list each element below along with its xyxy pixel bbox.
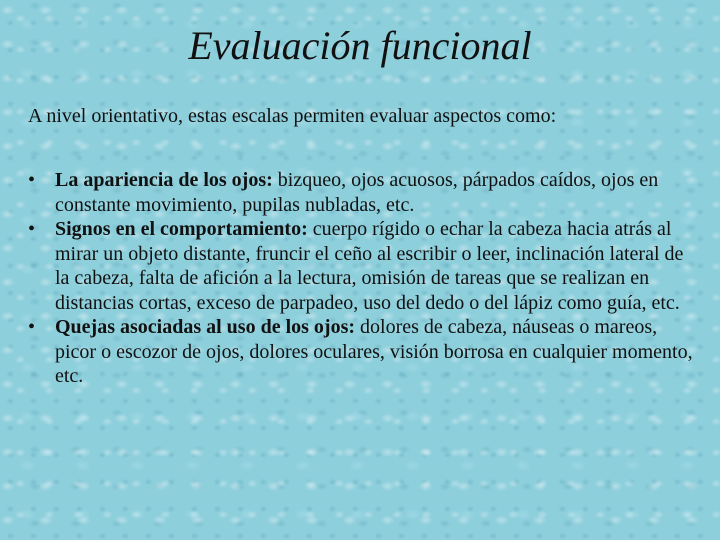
- slide-title: Evaluación funcional: [188, 23, 532, 68]
- bullet-icon: •: [28, 316, 36, 338]
- list-item: [28, 217, 700, 315]
- bullet-text: dolores de cabeza, náuseas o mareos, picor o escozor de ojos, dolores oculares, visión borrosa en cualquier momento, etc.: [55, 316, 693, 387]
- list-item: [28, 315, 700, 389]
- bullet-list: [28, 168, 700, 389]
- bullet-icon: •: [28, 169, 36, 191]
- bullet-term: Quejas asociadas al uso de los ojos:: [55, 316, 356, 338]
- bullet-text: cuerpo rígido o echar la cabeza hacia atrás al mirar un objeto distante, fruncir el ceño al escribir o leer, inclinación lateral de la cabeza, falta de afición a la lectura, omisión de tareas que se realizan en distancias cortas, exceso de parpadeo, uso del dedo o del lápiz como guía, etc.: [55, 218, 684, 314]
- intro-text: A nivel orientativo, estas escalas permiten evaluar aspectos como:: [28, 105, 557, 127]
- bullet-term: La apariencia de los ojos:: [55, 169, 273, 191]
- bullet-icon: •: [28, 218, 36, 240]
- list-item: [28, 168, 700, 217]
- bullet-text: bizqueo, ojos acuosos, párpados caídos, ojos en constante movimiento, pupilas nubladas, etc.: [55, 169, 659, 216]
- bullet-term: Signos en el comportamiento:: [55, 218, 308, 240]
